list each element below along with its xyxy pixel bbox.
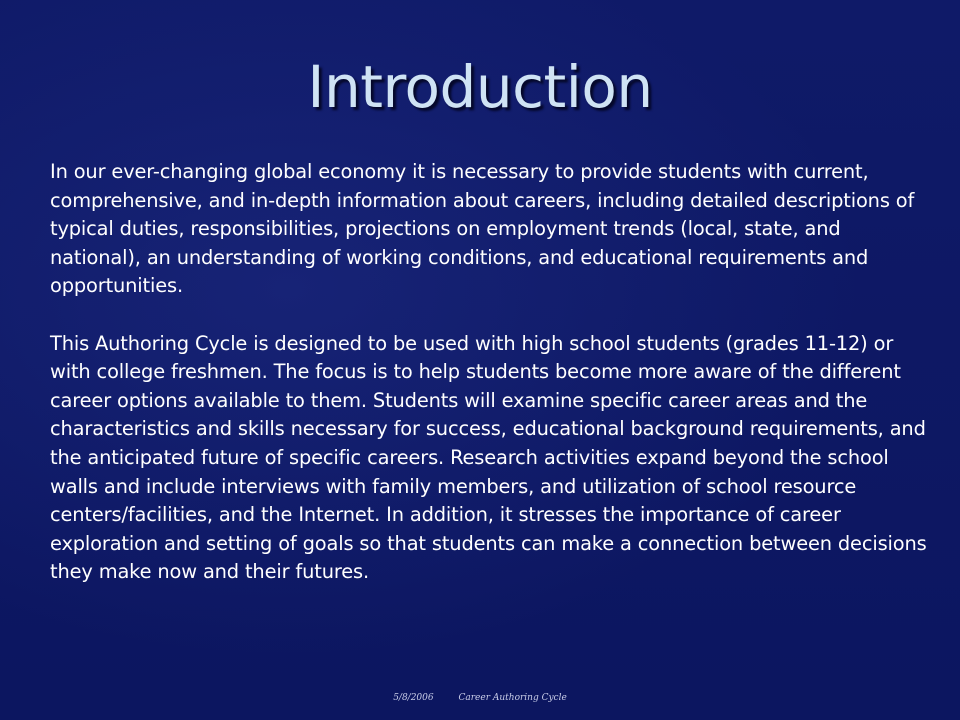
slide-body (50, 158, 935, 587)
footer-label: Career Authoring Cycle (458, 693, 567, 703)
slide-title: Introduction (307, 53, 653, 121)
slide-footer (0, 693, 960, 703)
footer-date: 5/8/2006 (393, 693, 434, 703)
intro-paragraph-2: This Authoring Cycle is designed to be used with high school students (grades 11-12) or with college freshmen. The focus is to help students become more aware of the different career options available to them. Students will examine specific career areas and the characteristics and skills necessary for success, educational background requirements, and the anticipated future of specific careers. Research activities expand beyond the school walls and include interviews with family members, and utilization of school resource centers/facilities, and the Internet. In addition, it stresses the importance of career exploration and setting of goals so that students can make a connection between decisions they make now and their futures. (50, 331, 927, 584)
intro-paragraph-1: In our ever-changing global economy it is necessary to provide students with current, comprehensive, and in-depth information about careers, including detailed descriptions of typical duties, responsibilities, projections on employment trends (local, state, and national), an understanding of working conditions, and educational requirements and opportunities. (50, 160, 915, 298)
